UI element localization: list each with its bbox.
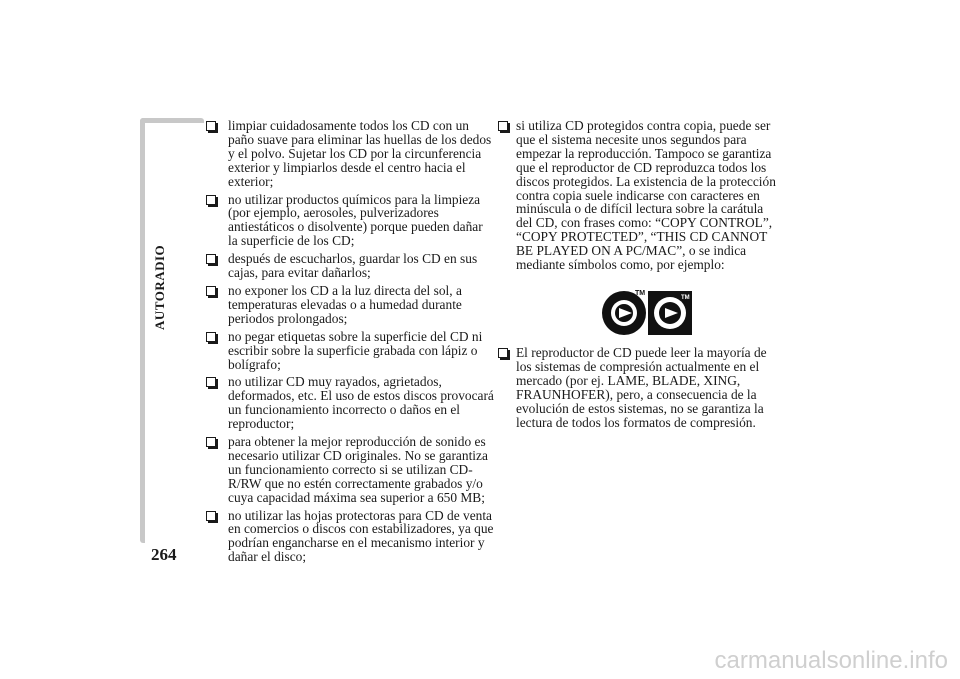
checkbox-bullet-icon: [206, 195, 216, 205]
list-item-text: no pegar etiquetas sobre la superficie del CD ni escribir sobre la superficie grabada con lápiz o bolígrafo;: [228, 328, 483, 372]
checkbox-bullet-icon: [206, 254, 216, 264]
list-item: [203, 193, 495, 249]
tm-mark-left: TM: [635, 289, 646, 297]
list-item: [203, 509, 495, 565]
watermark: carmanualsonline.info: [714, 647, 948, 674]
checkbox-bullet-icon: [206, 437, 216, 447]
list-item-text: no utilizar las hojas protectoras para CD de venta en comercios o discos con estabilizadores, ya que podrían engancharse en el mecanismo interior y dañar el disco;: [228, 507, 494, 565]
section-label: AUTORADIO: [152, 244, 167, 330]
list-item: [495, 346, 777, 429]
list-item: [495, 119, 777, 272]
list-item-text: para obtener la mejor reproducción de sonido es necesario utilizar CD originales. No se garantiza un funcionamiento correcto si se utilizan CD-R/RW que no estén correctamente grabados y/o cuya capacidad máxima sea superior a 650 MB;: [228, 434, 488, 505]
checkbox-bullet-icon: [498, 348, 508, 358]
tm-mark-right: TM: [681, 294, 690, 301]
list-item-text: El reproductor de CD puede leer la mayoría de los sistemas de compresión actualmente en el mercado (por ej. LAME, BLADE, XING, FRAUNHOFER), pero, a consecuencia de la evolución de estos sistemas, no se garantiza la lectura de todos los formatos de compresión.: [516, 344, 767, 430]
margin-rule: [140, 118, 145, 543]
checkbox-bullet-icon: [206, 286, 216, 296]
list-item-text: después de escucharlos, guardar los CD en sus cajas, para evitar dañarlos;: [228, 251, 478, 281]
list-item: [203, 330, 495, 372]
list-item: [203, 435, 495, 505]
checkbox-bullet-icon: [206, 332, 216, 342]
list-item-text: no exponer los CD a la luz directa del sol, a temperaturas elevadas o a humedad durante periodos prolongados;: [228, 282, 462, 326]
list-item-text: limpiar cuidadosamente todos los CD con un paño suave para eliminar las huellas de los dedos y el polvo. Sujetar los CD por la circunferencia exterior y limpiarlos desde el centro hacia el exterior;: [228, 118, 492, 189]
checkbox-bullet-icon: [206, 511, 216, 521]
list-item-text: no utilizar productos químicos para la limpieza (por ejemplo, aerosoles, pulverizadores antiestáticos o disolvente) porque pueden dañar la superficie de los CD;: [228, 191, 483, 249]
list-item: [203, 375, 495, 431]
right-column: [495, 119, 777, 433]
copy-control-logo-icon: [599, 286, 695, 336]
page-number: 264: [151, 545, 177, 564]
right-bullet-list-2: [495, 346, 777, 429]
list-item: [203, 119, 495, 189]
checkbox-bullet-icon: [206, 377, 216, 387]
list-item-text: no utilizar CD muy rayados, agrietados, deformados, etc. El uso de estos discos provocará un funcionamiento incorrecto o daños en el reproductor;: [228, 374, 494, 432]
list-item: [203, 284, 495, 326]
right-bullet-list: [495, 119, 777, 272]
left-bullet-list: [203, 119, 495, 564]
checkbox-bullet-icon: [206, 121, 216, 131]
copy-protection-symbols: [495, 286, 777, 336]
list-item: [203, 252, 495, 280]
checkbox-bullet-icon: [498, 121, 508, 131]
list-item-text: si utiliza CD protegidos contra copia, puede ser que el sistema necesite unos segundos para empezar la reproducción. Tampoco se garantiza que el reproductor de CD reproduzca todos los discos protegidos. La existencia de la protección contra copia suele indicarse con caracteres en minúscula o de difícil lectura sobre la carátula del CD, con frases como: “COPY CONTROL”, “COPY PROTECTED”, “THIS CD CANNOT BE PLAYED ON A PC/MAC”, o se indica mediante símbolos como, por ejemplo:: [516, 118, 776, 273]
left-column: [203, 119, 495, 568]
